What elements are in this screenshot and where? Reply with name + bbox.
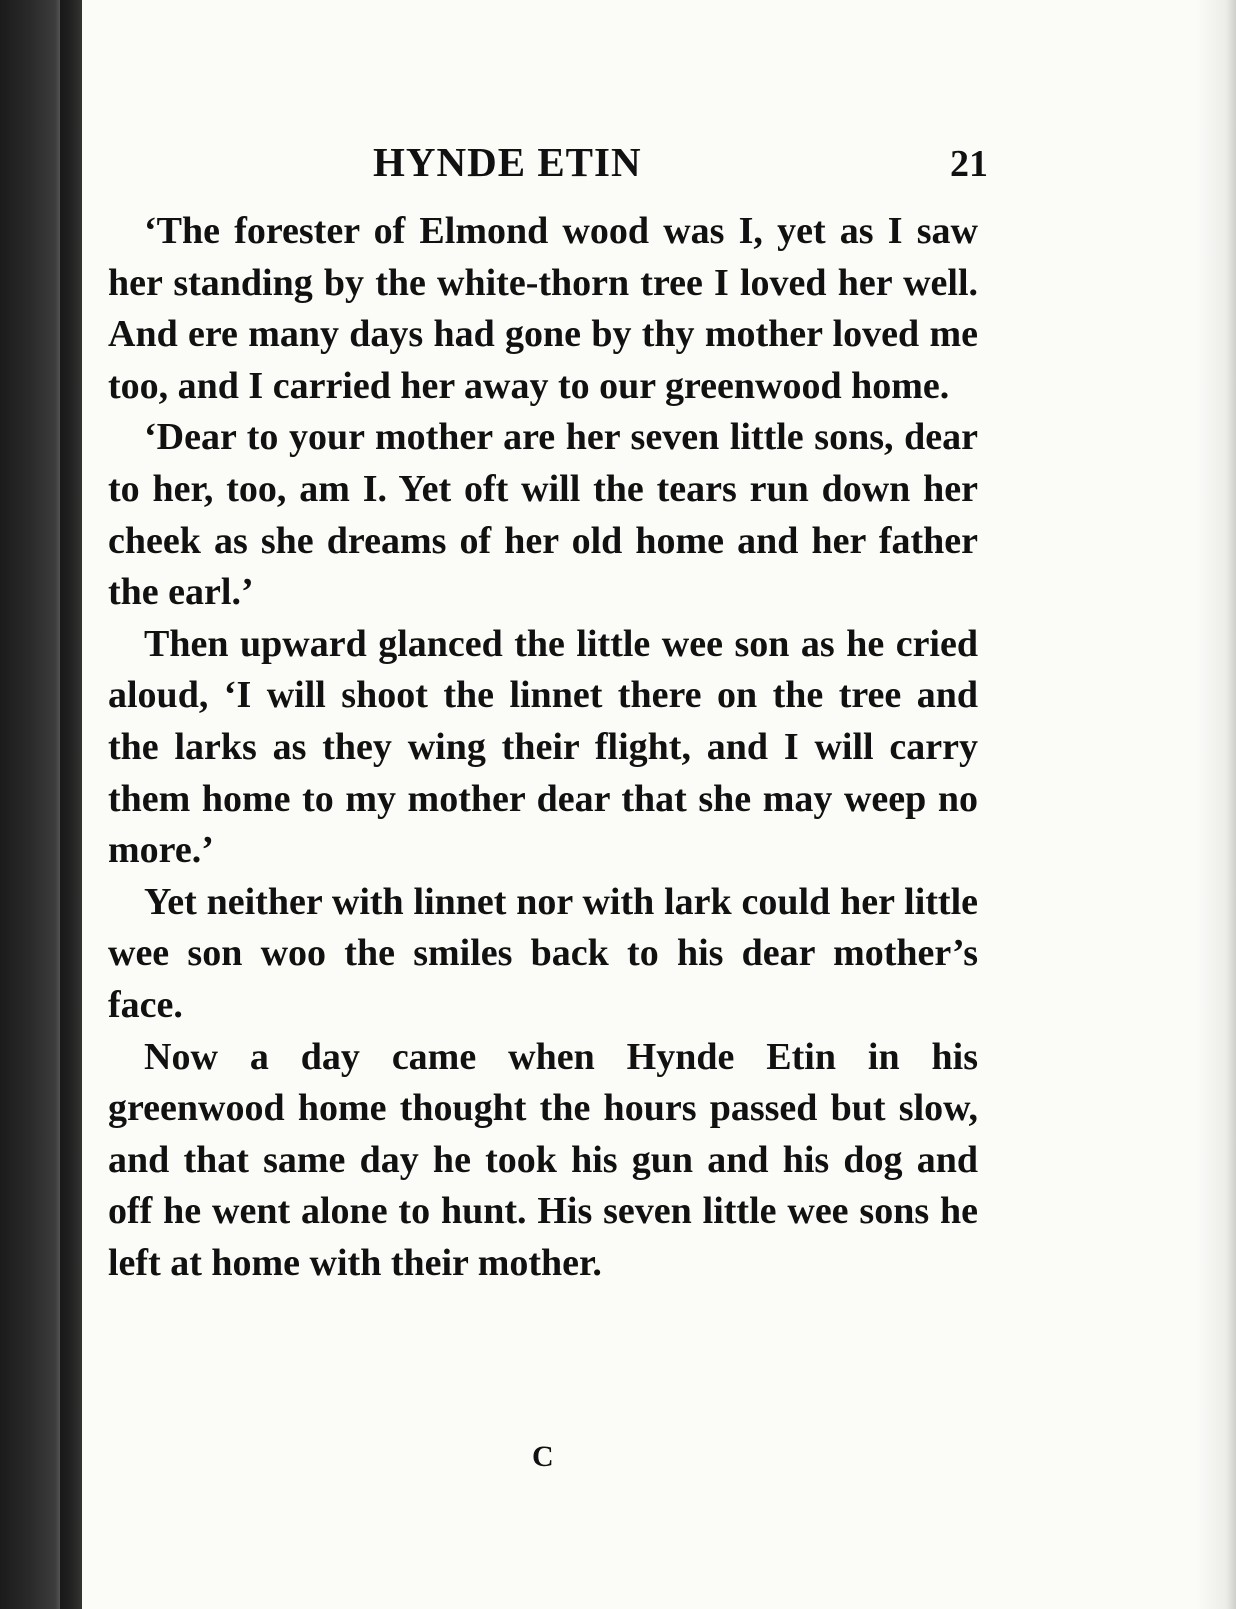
paragraph: ‘The forester of Elmond wood was I, yet as I saw her standing by the white-thorn tree I loved her well. And ere many days had gone by thy mother loved me too, and I carried her away to our greenwood home.	[108, 210, 978, 407]
paragraph: Yet neither with linnet nor with lark could her little wee son woo the smiles back to his dear mother’s face.	[108, 880, 978, 1026]
page-header	[108, 138, 988, 188]
running-title: HYNDE ETIN	[373, 139, 642, 185]
page-number: 21	[950, 143, 988, 185]
signature-mark: C	[532, 1440, 554, 1473]
scan-binding-shadow	[60, 0, 82, 1609]
paragraph: Then upward glanced the little wee son as he cried aloud, ‘I will shoot the linnet there on the tree and the larks as they wing their flight, and I will carry them home to my mother dear that she may weep no more.’	[108, 622, 978, 872]
paragraph: ‘Dear to your mother are her seven little sons, dear to her, too, am I. Yet oft will the tears run down her cheek as she dreams of her old home and her father the earl.’	[108, 416, 978, 614]
body-text	[108, 206, 978, 1289]
paragraph: Now a day came when Hynde Etin in his greenwood home thought the hours passed but slow, and that same day he took his gun and his dog and off he went alone to hunt. His seven little wee sons he left at home with their mother.	[108, 1035, 978, 1284]
scan-right-edge	[1196, 0, 1236, 1609]
